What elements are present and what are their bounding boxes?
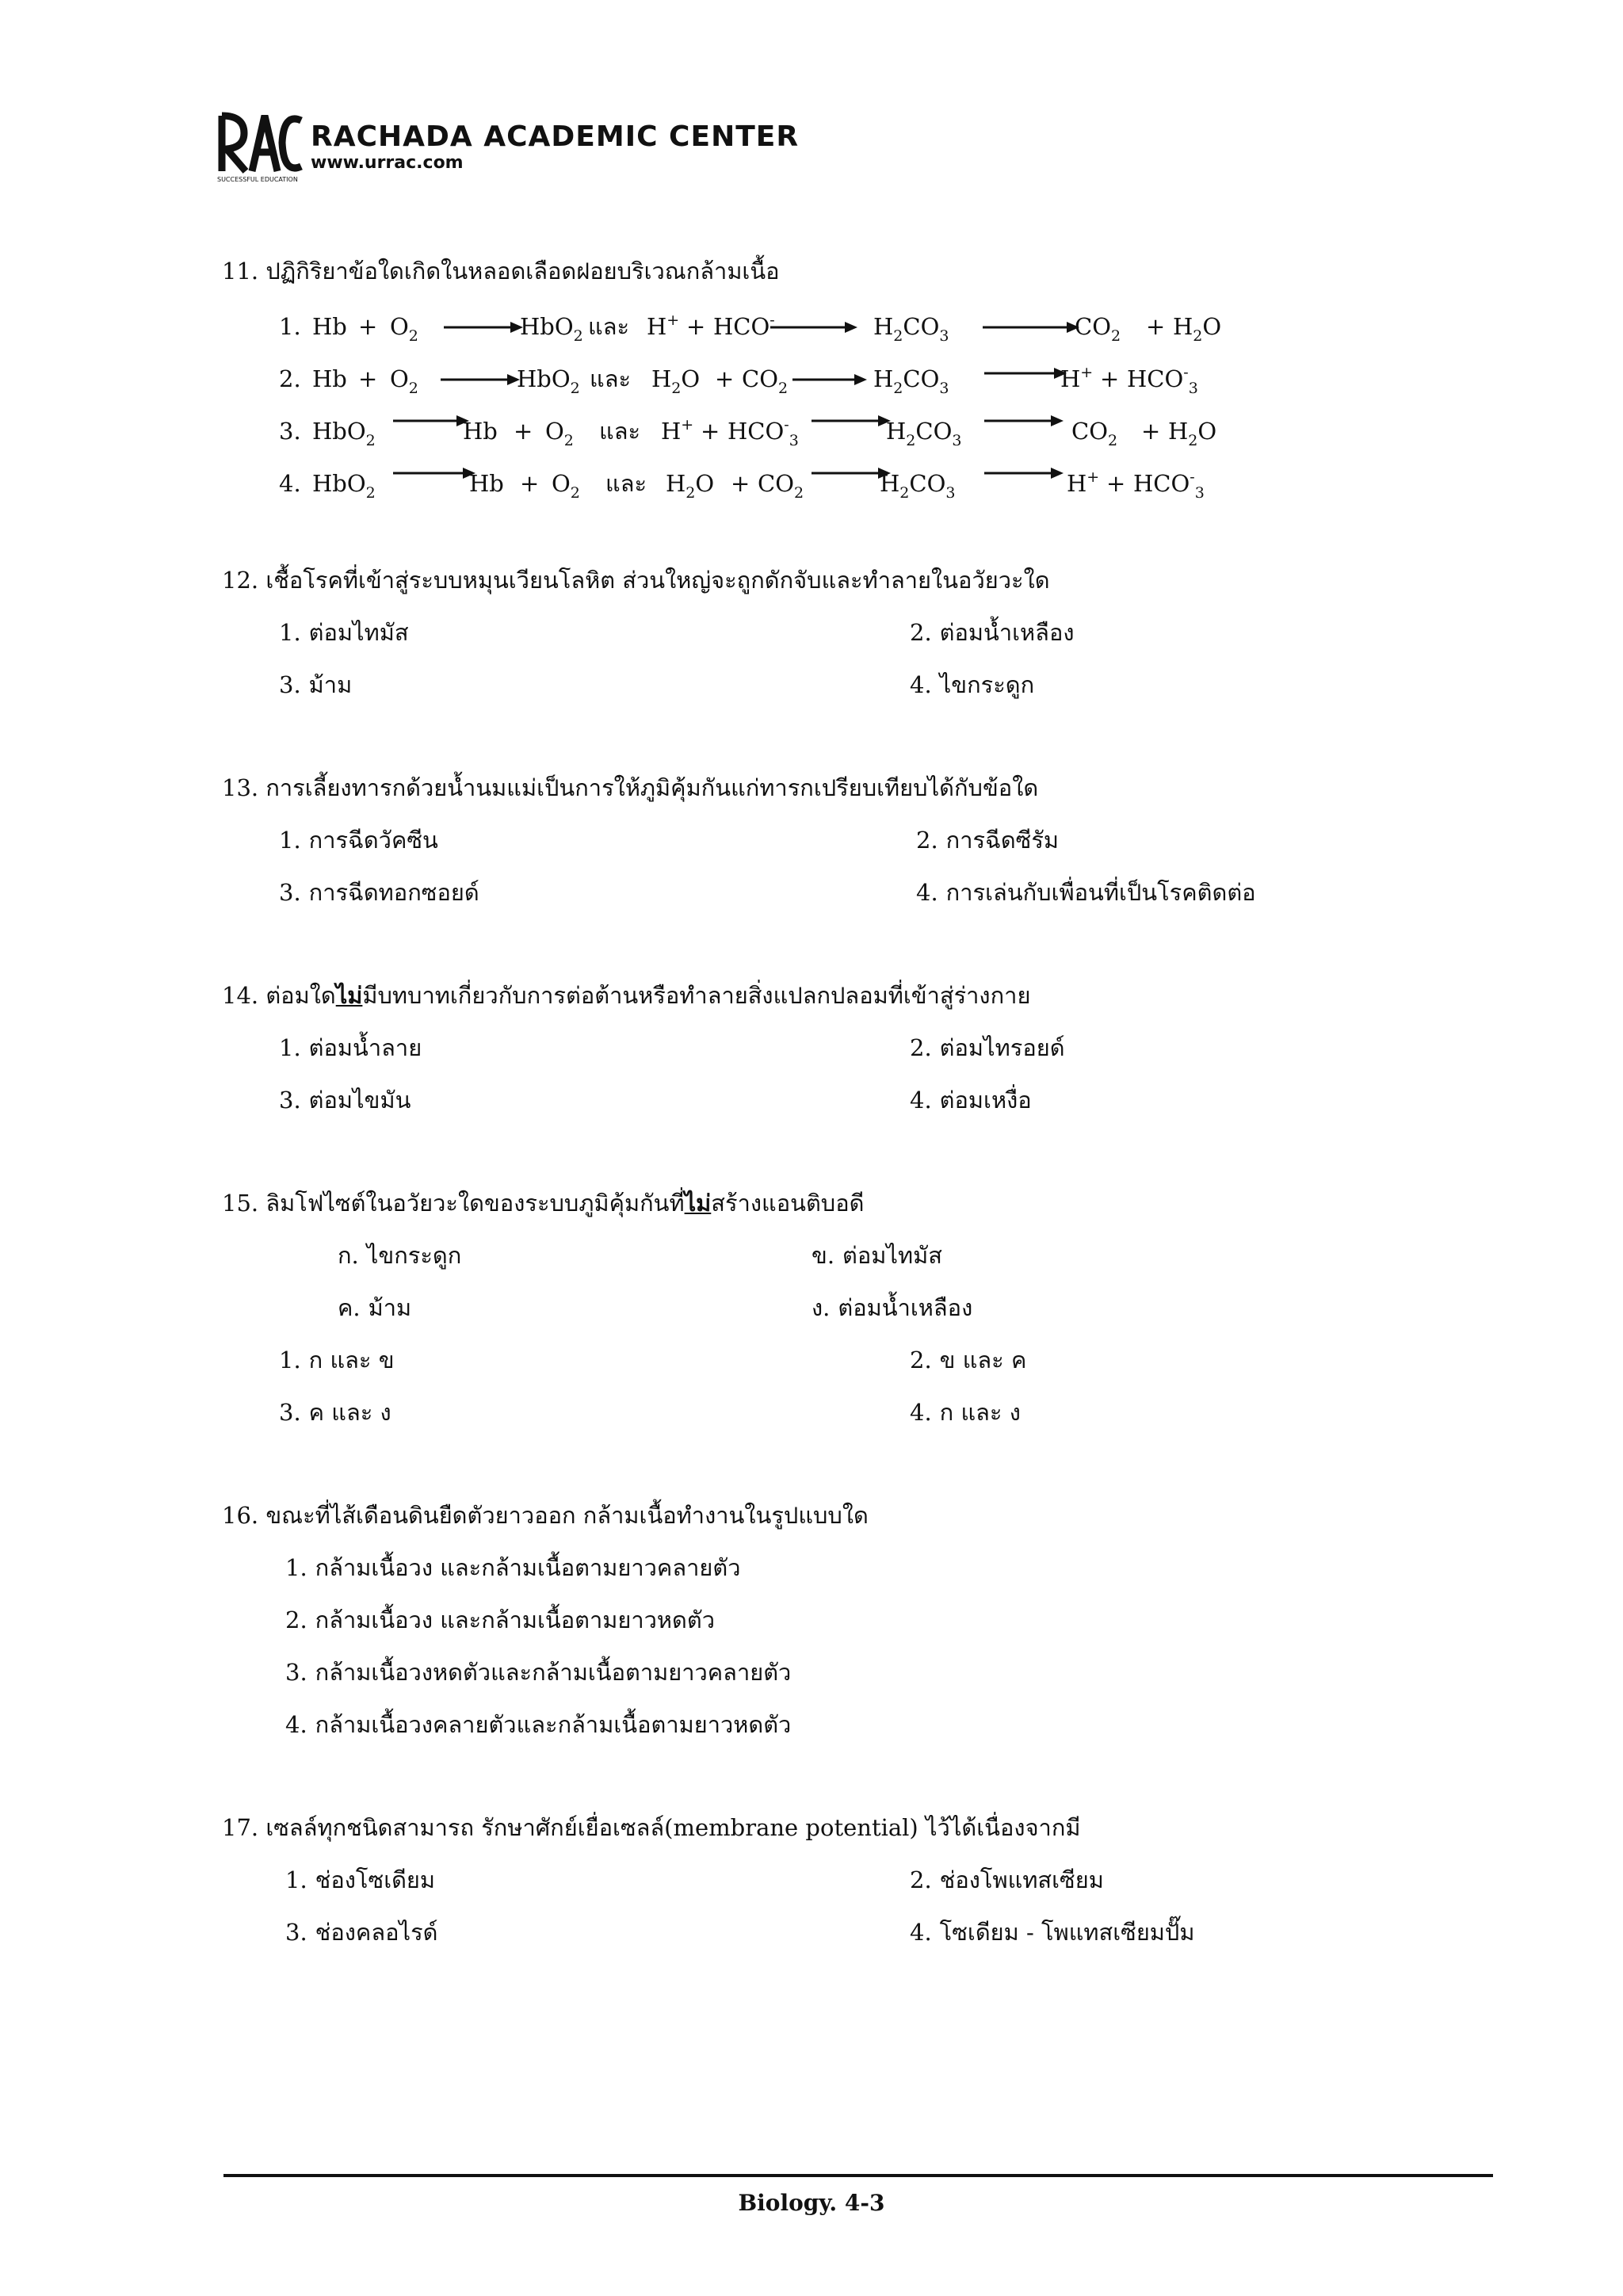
- q15-choice-kho: ข. ต่อมไทมัส: [812, 1242, 942, 1269]
- q11-option-1[interactable]: 1. Hb + $O_2$ HbO$_2$ และ H+ + HCO- $H_2CO_3$ $CO_2$ + $H_2O$: [279, 309, 1230, 344]
- reaction-arrow-icon: [984, 468, 1064, 477]
- q15-option-3[interactable]: 3. ค และ ง: [279, 1399, 391, 1426]
- header: [216, 108, 799, 187]
- q17-option-2[interactable]: 2. ช่องโพแทสเซียม: [910, 1866, 1104, 1893]
- website-link[interactable]: www.urrac.com: [311, 153, 464, 173]
- reaction-arrow-icon: [812, 468, 891, 477]
- q14-option-4[interactable]: 4. ต่อมเหงื่อ: [910, 1087, 1032, 1114]
- q14-option-2[interactable]: 2. ต่อมไทรอยด์: [910, 1034, 1065, 1061]
- page-footer: Biology. 4-3: [738, 2190, 885, 2216]
- q16-option-3[interactable]: 3. กล้ามเนื้อวงหดตัวและกล้ามเนื้อตามยาวคลายตัว: [285, 1659, 792, 1686]
- q11-option-4[interactable]: 4. HbO$_2$ Hb + $O_2$ และ $H_2O$ + $CO_2$ $H_2CO_3$ H+ + $HCO^-_3$: [279, 468, 1205, 502]
- reaction-arrow-icon: [770, 322, 857, 331]
- q17-option-3[interactable]: 3. ช่องคลอไรด์: [285, 1919, 438, 1946]
- question-13-title: 13. การเลี้ยงทารกด้วยน้ำนมแม่เป็นการให้ภูมิคุ้มกันแก่ทารกเปรียบเทียบได้กับข้อใด: [222, 774, 1039, 801]
- reaction-arrow-icon: [812, 415, 891, 425]
- reaction-arrow-icon: [984, 368, 1067, 377]
- question-17-title: 17. เซลล์ทุกชนิดสามารถ รักษาศักย์เยื่อเซลล์(membrane potential) ไว้ได้เนื่องจากมี: [222, 1814, 1081, 1841]
- brand-name: RACHADA ACADEMIC CENTER: [311, 120, 800, 153]
- q16-option-2[interactable]: 2. กล้ามเนื้อวง และกล้ามเนื้อตามยาวหดตัว: [285, 1606, 715, 1633]
- q14-option-1[interactable]: 1. ต่อมน้ำลาย: [279, 1034, 422, 1061]
- question-16-title: 16. ขณะที่ไส้เดือนดินยืดตัวยาวออก กล้ามเนื้อทำงานในรูปแบบใด: [222, 1502, 869, 1529]
- footer-divider: [223, 2174, 1493, 2177]
- reaction-arrow-icon: [393, 415, 469, 425]
- q12-option-2[interactable]: 2. ต่อมน้ำเหลือง: [910, 619, 1075, 646]
- option-number: 1.: [279, 313, 301, 340]
- q13-option-2[interactable]: 2. การฉีดซีรัม: [916, 827, 1060, 854]
- q14-option-3[interactable]: 3. ต่อมไขมัน: [279, 1087, 411, 1114]
- question-14-title: 14. ต่อมใดไม่มีบทบาทเกี่ยวกับการต่อต้านหรือทำลายสิ่งแปลกปลอมที่เข้าสู่ร่างกาย: [222, 982, 1031, 1009]
- reaction-arrow-icon: [792, 374, 867, 384]
- reaction-arrow-icon: [984, 415, 1064, 425]
- q17-option-1[interactable]: 1. ช่องโซเดียม: [285, 1866, 436, 1893]
- reaction-arrow-icon: [983, 322, 1079, 331]
- rac-logo-icon: [216, 108, 304, 187]
- q13-option-1[interactable]: 1. การฉีดวัคซีน: [279, 827, 438, 854]
- q16-option-1[interactable]: 1. กล้ามเนื้อวง และกล้ามเนื้อตามยาวคลายตัว: [285, 1554, 741, 1581]
- question-12-title: 12. เชื้อโรคที่เข้าสู่ระบบหมุนเวียนโลหิต ส่วนใหญ่จะถูกดักจับและทำลายในอวัยวะใด: [222, 567, 1050, 594]
- q15-choice-ngo: ง. ต่อมน้ำเหลือง: [812, 1294, 973, 1321]
- q17-option-4[interactable]: 4. โซเดียม - โพแทสเซียมปั๊ม: [910, 1919, 1195, 1946]
- q15-option-4[interactable]: 4. ก และ ง: [910, 1399, 1021, 1426]
- reaction-arrow-icon: [441, 374, 520, 384]
- q11-option-2[interactable]: 2. Hb + $O_2$ HbO$_2$ และ $H_2O$ + $CO_2$ $H_2CO_3$ H+ + $HCO^-_3$: [279, 364, 1198, 397]
- q11-option-3[interactable]: 3. HbO$_2$ Hb + $O_2$ และ H+ + $HCO^-_3$ $H_2CO_3$ $CO_2$ + $H_2O$: [279, 416, 1217, 449]
- q12-option-3[interactable]: 3. ม้าม: [279, 671, 353, 698]
- q12-option-1[interactable]: 1. ต่อมไทมัส: [279, 619, 409, 646]
- question-15-title: 15. ลิมโฟไซต์ในอวัยวะใดของระบบภูมิคุ้มกันที่ไม่สร้างแอนติบอดี: [222, 1190, 865, 1217]
- q15-option-1[interactable]: 1. ก และ ข: [279, 1347, 395, 1373]
- q13-option-3[interactable]: 3. การฉีดทอกซอยด์: [279, 879, 479, 906]
- reaction-arrow-icon: [444, 322, 523, 331]
- question-11-title: 11. ปฏิกิริยาข้อใดเกิดในหลอดเลือดฝอยบริเวณกล้ามเนื้อ: [222, 258, 780, 285]
- q13-option-4[interactable]: 4. การเล่นกับเพื่อนที่เป็นโรคติดต่อ: [916, 879, 1256, 906]
- q16-option-4[interactable]: 4. กล้ามเนื้อวงคลายตัวและกล้ามเนื้อตามยาวหดตัว: [285, 1711, 792, 1738]
- logo-tagline: SUCCESSFUL EDUCATION: [217, 176, 298, 183]
- q15-choice-kho-khwai: ค. ม้าม: [338, 1294, 412, 1321]
- q15-option-2[interactable]: 2. ข และ ค: [910, 1347, 1027, 1373]
- q15-choice-ko: ก. ไขกระดูก: [338, 1242, 462, 1269]
- q12-option-4[interactable]: 4. ไขกระดูก: [910, 671, 1035, 698]
- reaction-arrow-icon: [393, 468, 475, 477]
